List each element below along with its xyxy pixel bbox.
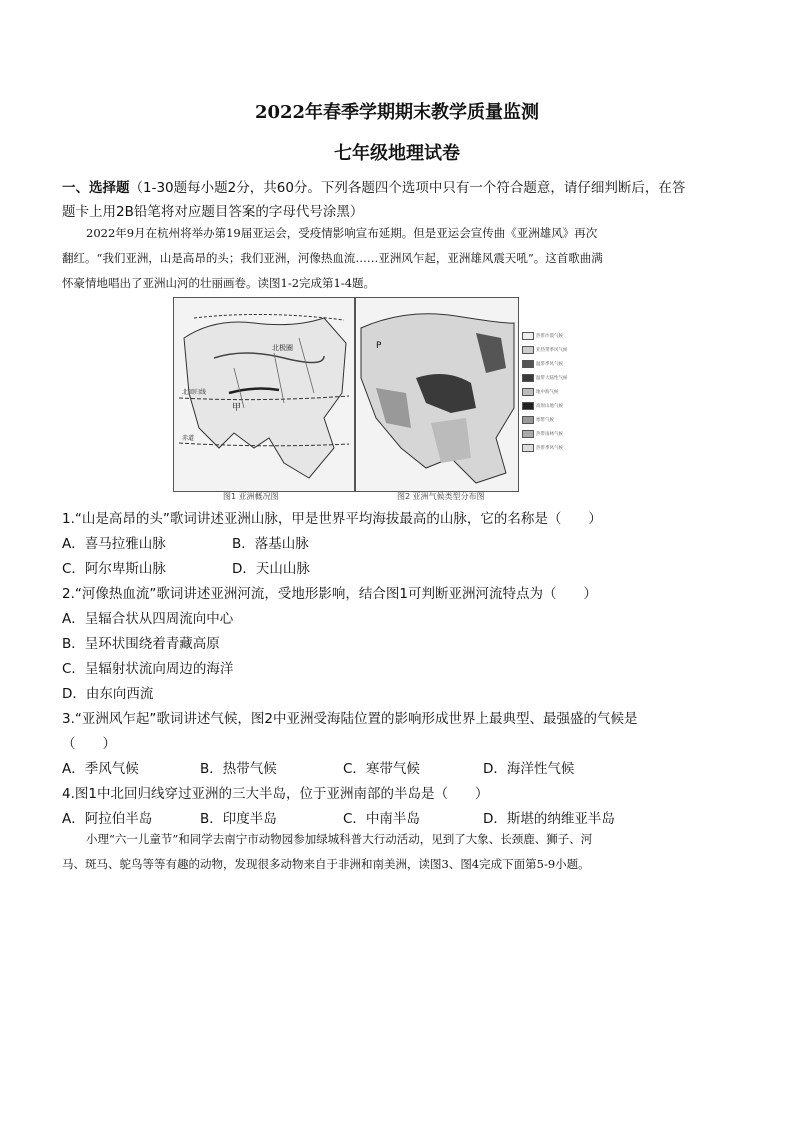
question-4-stem: 4.图1中北回归线穿过亚洲的三大半岛，位于亚洲南部的半岛是（ ） xyxy=(62,786,489,802)
legend-item: 热带雨林气候 xyxy=(522,429,630,439)
section-instruction xyxy=(62,176,685,196)
q2-option-c[interactable]: C．呈辐射状流向周边的海洋 xyxy=(62,661,234,677)
intro-paragraph-2 xyxy=(62,827,730,877)
question-3-stem-cont: （ ） xyxy=(62,736,116,752)
asia-climate-map xyxy=(355,297,519,492)
intro-line: 2022年9月在杭州将举办第19届亚运会，受疫情影响宣布延期。但是亚运会宣传曲《亚洲雄风》再次 xyxy=(86,226,598,240)
question-2-stem: 2.“河像热血流”歌词讲述亚洲河流，受地形影响，结合图1可判断亚洲河流特点为（ ） xyxy=(62,586,597,602)
intro2-line: 马、斑马、鸵鸟等等有趣的动物，发现很多动物来自于非洲和南美洲，读图3、图4完成下面第5-9小题。 xyxy=(62,857,590,871)
asia-overview-map-drawing xyxy=(174,298,354,491)
q1-option-b[interactable]: B．落基山脉 xyxy=(232,536,309,552)
q3-option-c[interactable]: C．寒带气候 xyxy=(343,761,420,777)
instruction-line-1: （1-30题每小题2分，共60分。下列各题四个选项中只有一个符合题意，请仔细判断后，在答 xyxy=(129,180,686,196)
q2-option-d[interactable]: D．由东向西流 xyxy=(62,686,154,702)
question-3-stem: 3.“亚洲风乍起”歌词讲述气候，图2中亚洲受海陆位置的影响形成世界上最典型、最强盛的气候是 xyxy=(62,711,638,727)
legend-item: 热带沙漠气候 xyxy=(522,331,630,341)
legend-item: 亚热带季风气候 xyxy=(522,345,630,355)
intro2-line: 小理“六一儿童节”和同学去南宁市动物园参加绿城科普大行动活动，见到了大象、长颈鹿、狮子、河 xyxy=(86,832,593,846)
page-subtitle: 七年级地理试卷 xyxy=(334,143,460,164)
legend-item: 地中海气候 xyxy=(522,387,630,397)
figure-caption-2: 图2 亚洲气候类型分布图 xyxy=(397,492,485,501)
map-label-equator: 赤道 xyxy=(182,435,195,442)
asia-overview-map xyxy=(173,297,355,492)
question-1-stem: 1.“山是高昂的头”歌词讲述亚洲山脉，甲是世界平均海拔最高的山脉，它的名称是（ ） xyxy=(62,511,602,527)
intro-line: 翻红。“我们亚洲，山是高昂的头；我们亚洲，河像热血流……亚洲风乍起，亚洲雄风震天吼”。这首歌曲满 xyxy=(62,251,603,265)
legend-item: 温带季风气候 xyxy=(522,359,630,369)
q2-option-a[interactable]: A．呈辐合状从四周流向中心 xyxy=(62,611,234,627)
q1-option-d[interactable]: D．天山山脉 xyxy=(232,561,310,577)
q3-option-d[interactable]: D．海洋性气候 xyxy=(483,761,575,777)
climate-legend xyxy=(522,331,630,457)
legend-item: 温带大陆性气候 xyxy=(522,373,630,383)
q3-option-a[interactable]: A．季风气候 xyxy=(62,761,139,777)
q4-option-b[interactable]: B．印度半岛 xyxy=(200,811,277,827)
page-title: 2022年春季学期期末教学质量监测 xyxy=(254,102,540,123)
figure-maps xyxy=(165,297,630,503)
legend-item: 热带季风气候 xyxy=(522,443,630,453)
q4-option-a[interactable]: A．阿拉伯半岛 xyxy=(62,811,153,827)
intro-line: 怀豪情地唱出了亚洲山河的壮丽画卷。读图1-2完成第1-4题。 xyxy=(62,276,376,290)
map-label-p: P xyxy=(376,341,382,351)
q3-option-b[interactable]: B．热带气候 xyxy=(200,761,277,777)
map-label-arctic-circle: 北极圈 xyxy=(272,344,293,352)
intro-paragraph xyxy=(62,221,730,296)
q1-option-c[interactable]: C．阿尔卑斯山脉 xyxy=(62,561,166,577)
q4-option-c[interactable]: C．中南半岛 xyxy=(343,811,420,827)
instruction-line-2: 题卡上用2B铅笔将对应题目答案的字母代号涂黑） xyxy=(62,204,364,220)
q1-option-a[interactable]: A．喜马拉雅山脉 xyxy=(62,536,166,552)
asia-climate-map-drawing xyxy=(356,298,518,491)
legend-item: 寒带气候 xyxy=(522,415,630,425)
q2-option-b[interactable]: B．呈环状围绕着青藏高原 xyxy=(62,636,220,652)
map-label-jia: 甲 xyxy=(232,403,242,413)
figure-caption-1: 图1 亚洲概况图 xyxy=(223,492,279,501)
map-label-tropic-of-cancer: 北回归线 xyxy=(182,389,207,396)
legend-item: 高原山地气候 xyxy=(522,401,630,411)
q4-option-d[interactable]: D．斯堪的纳维亚半岛 xyxy=(483,811,615,827)
section-label: 一、选择题 xyxy=(62,180,130,196)
